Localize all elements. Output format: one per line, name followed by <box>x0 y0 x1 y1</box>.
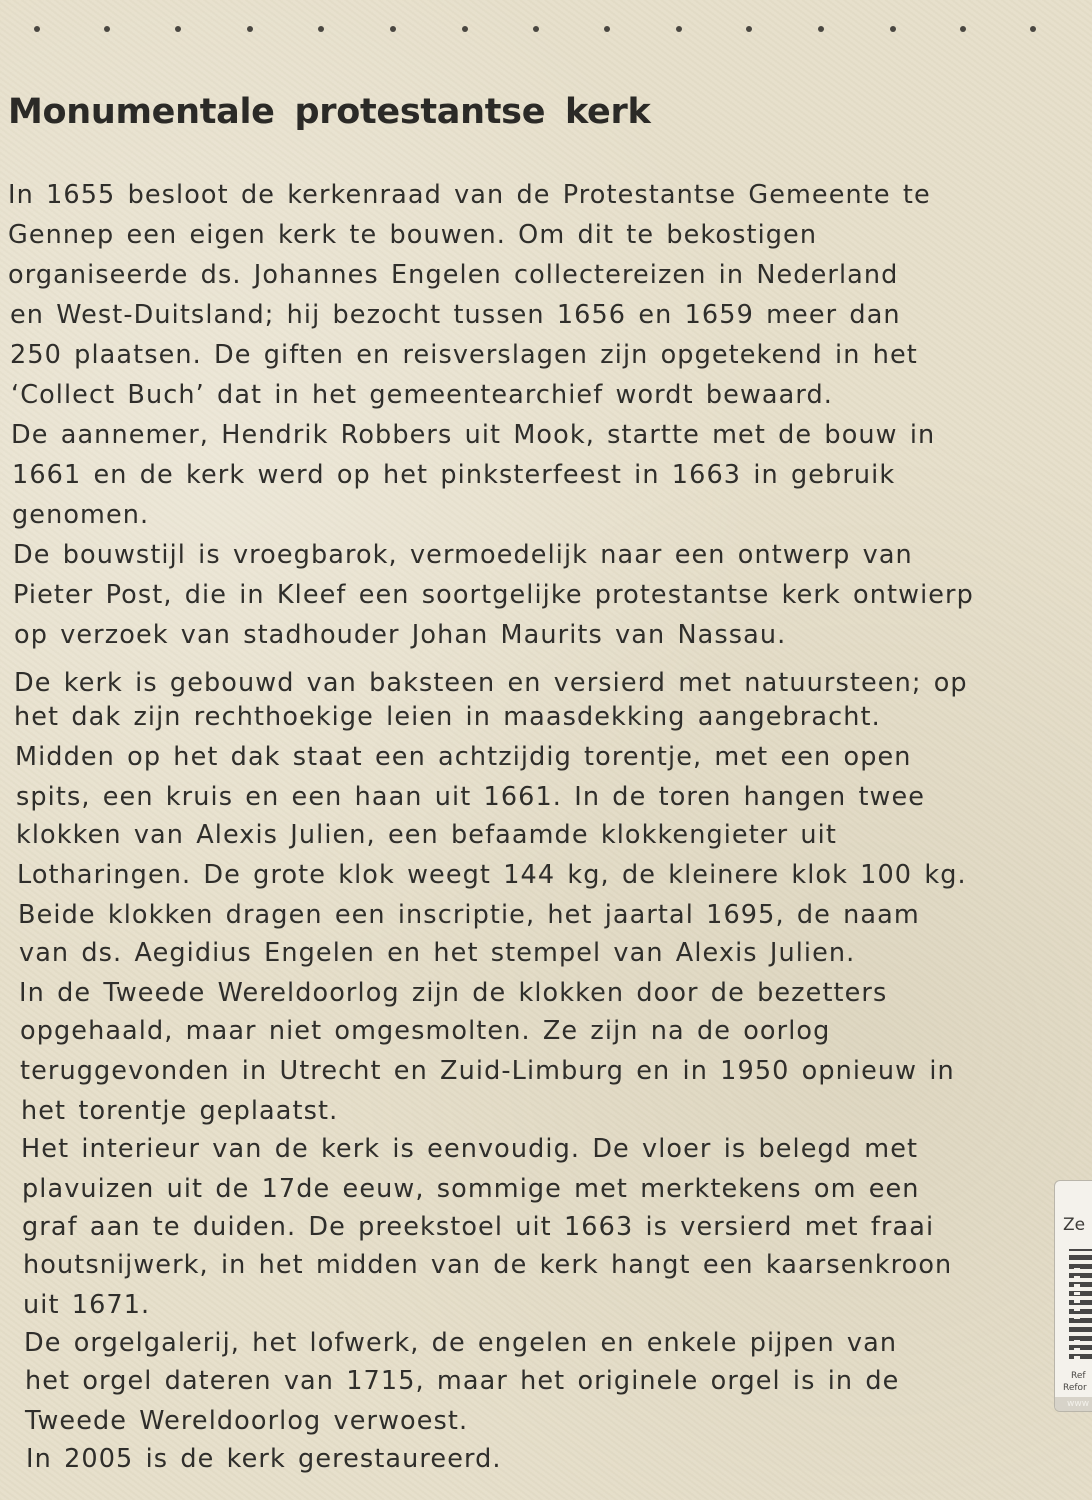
qr-card-label: Ze <box>1063 1215 1086 1235</box>
text-line: In 1655 besloot de kerkenraad van de Protestantse Gemeente te <box>8 180 931 210</box>
text-line: spits, een kruis en een haan uit 1661. In de toren hangen twee <box>16 782 926 812</box>
qr-card-footer <box>1055 1397 1092 1411</box>
qr-info-card[interactable] <box>1054 1180 1092 1412</box>
qr-code-icon[interactable] <box>1069 1249 1092 1359</box>
qr-card-url: www <box>1067 1399 1090 1409</box>
text-line: De aannemer, Hendrik Robbers uit Mook, startte met de bouw in <box>11 420 936 450</box>
text-line: 1661 en de kerk werd op het pinksterfeest in 1663 in gebruik <box>12 460 896 490</box>
text-line: klokken van Alexis Julien, een befaamde klokkengieter uit <box>16 820 837 850</box>
dot <box>746 26 752 32</box>
text-line: De orgelgalerij, het lofwerk, de engelen en enkele pijpen van <box>24 1328 898 1358</box>
text-line: opgehaald, maar niet omgesmolten. Ze zijn na de oorlog <box>20 1016 831 1046</box>
qr-card-text: Ref <box>1071 1371 1086 1381</box>
text-line: De kerk is gebouwd van baksteen en versierd met natuursteen; op <box>14 668 968 698</box>
dot <box>390 26 396 32</box>
text-line: houtsnijwerk, in het midden van de kerk hangt een kaarsenkroon <box>23 1250 953 1280</box>
text-line: In de Tweede Wereldoorlog zijn de klokken door de bezetters <box>19 978 888 1008</box>
dot <box>175 26 181 32</box>
text-line: Gennep een eigen kerk te bouwen. Om dit te bekostigen <box>8 220 818 250</box>
text-line: Tweede Wereldoorlog verwoest. <box>25 1406 469 1436</box>
text-line: van ds. Aegidius Engelen en het stempel van Alexis Julien. <box>19 938 856 968</box>
text-line: het torentje geplaatst. <box>21 1096 339 1126</box>
text-line: Beide klokken dragen een inscriptie, het jaartal 1695, de naam <box>18 900 920 930</box>
dot <box>247 26 253 32</box>
dot <box>104 26 110 32</box>
dot <box>533 26 539 32</box>
text-line: Het interieur van de kerk is eenvoudig. De vloer is belegd met <box>21 1134 919 1164</box>
dot <box>960 26 966 32</box>
text-line: teruggevonden in Utrecht en Zuid-Limburg en in 1950 opnieuw in <box>20 1056 955 1086</box>
decorative-dot-row <box>0 22 1092 36</box>
text-line: uit 1671. <box>23 1290 151 1320</box>
page-title: Monumentale protestantse kerk <box>8 92 651 132</box>
text-line: organiseerde ds. Johannes Engelen collectereizen in Nederland <box>8 260 899 290</box>
dot <box>318 26 324 32</box>
text-line: De bouwstijl is vroegbarok, vermoedelijk naar een ontwerp van <box>13 540 913 570</box>
qr-card-text: Refor <box>1063 1383 1087 1393</box>
text-line: op verzoek van stadhouder Johan Maurits van Nassau. <box>14 620 787 650</box>
text-line: genomen. <box>12 500 150 530</box>
text-line: ‘Collect Buch’ dat in het gemeentearchief wordt bewaard. <box>11 380 833 410</box>
dot <box>890 26 896 32</box>
text-line: plavuizen uit de 17de eeuw, sommige met merktekens om een <box>22 1174 920 1204</box>
text-line: het dak zijn rechthoekige leien in maasdekking aangebracht. <box>14 702 881 732</box>
dot <box>818 26 824 32</box>
text-line: Pieter Post, die in Kleef een soortgelijke protestantse kerk ontwierp <box>13 580 974 610</box>
text-line: Midden op het dak staat een achtzijdig torentje, met een open <box>15 742 912 772</box>
dot <box>462 26 468 32</box>
dot <box>34 26 40 32</box>
text-line: graf aan te duiden. De preekstoel uit 1663 is versierd met fraai <box>22 1212 935 1242</box>
text-line: In 2005 is de kerk gerestaureerd. <box>26 1444 502 1474</box>
text-line: en West-Duitsland; hij bezocht tussen 1656 en 1659 meer dan <box>10 300 901 330</box>
dot <box>1030 26 1036 32</box>
text-line: 250 plaatsen. De giften en reisverslagen zijn opgetekend in het <box>10 340 918 370</box>
text-line: Lotharingen. De grote klok weegt 144 kg, de kleinere klok 100 kg. <box>17 860 967 890</box>
text-line: het orgel dateren van 1715, maar het originele orgel is in de <box>25 1366 900 1396</box>
dot <box>676 26 682 32</box>
dot <box>604 26 610 32</box>
